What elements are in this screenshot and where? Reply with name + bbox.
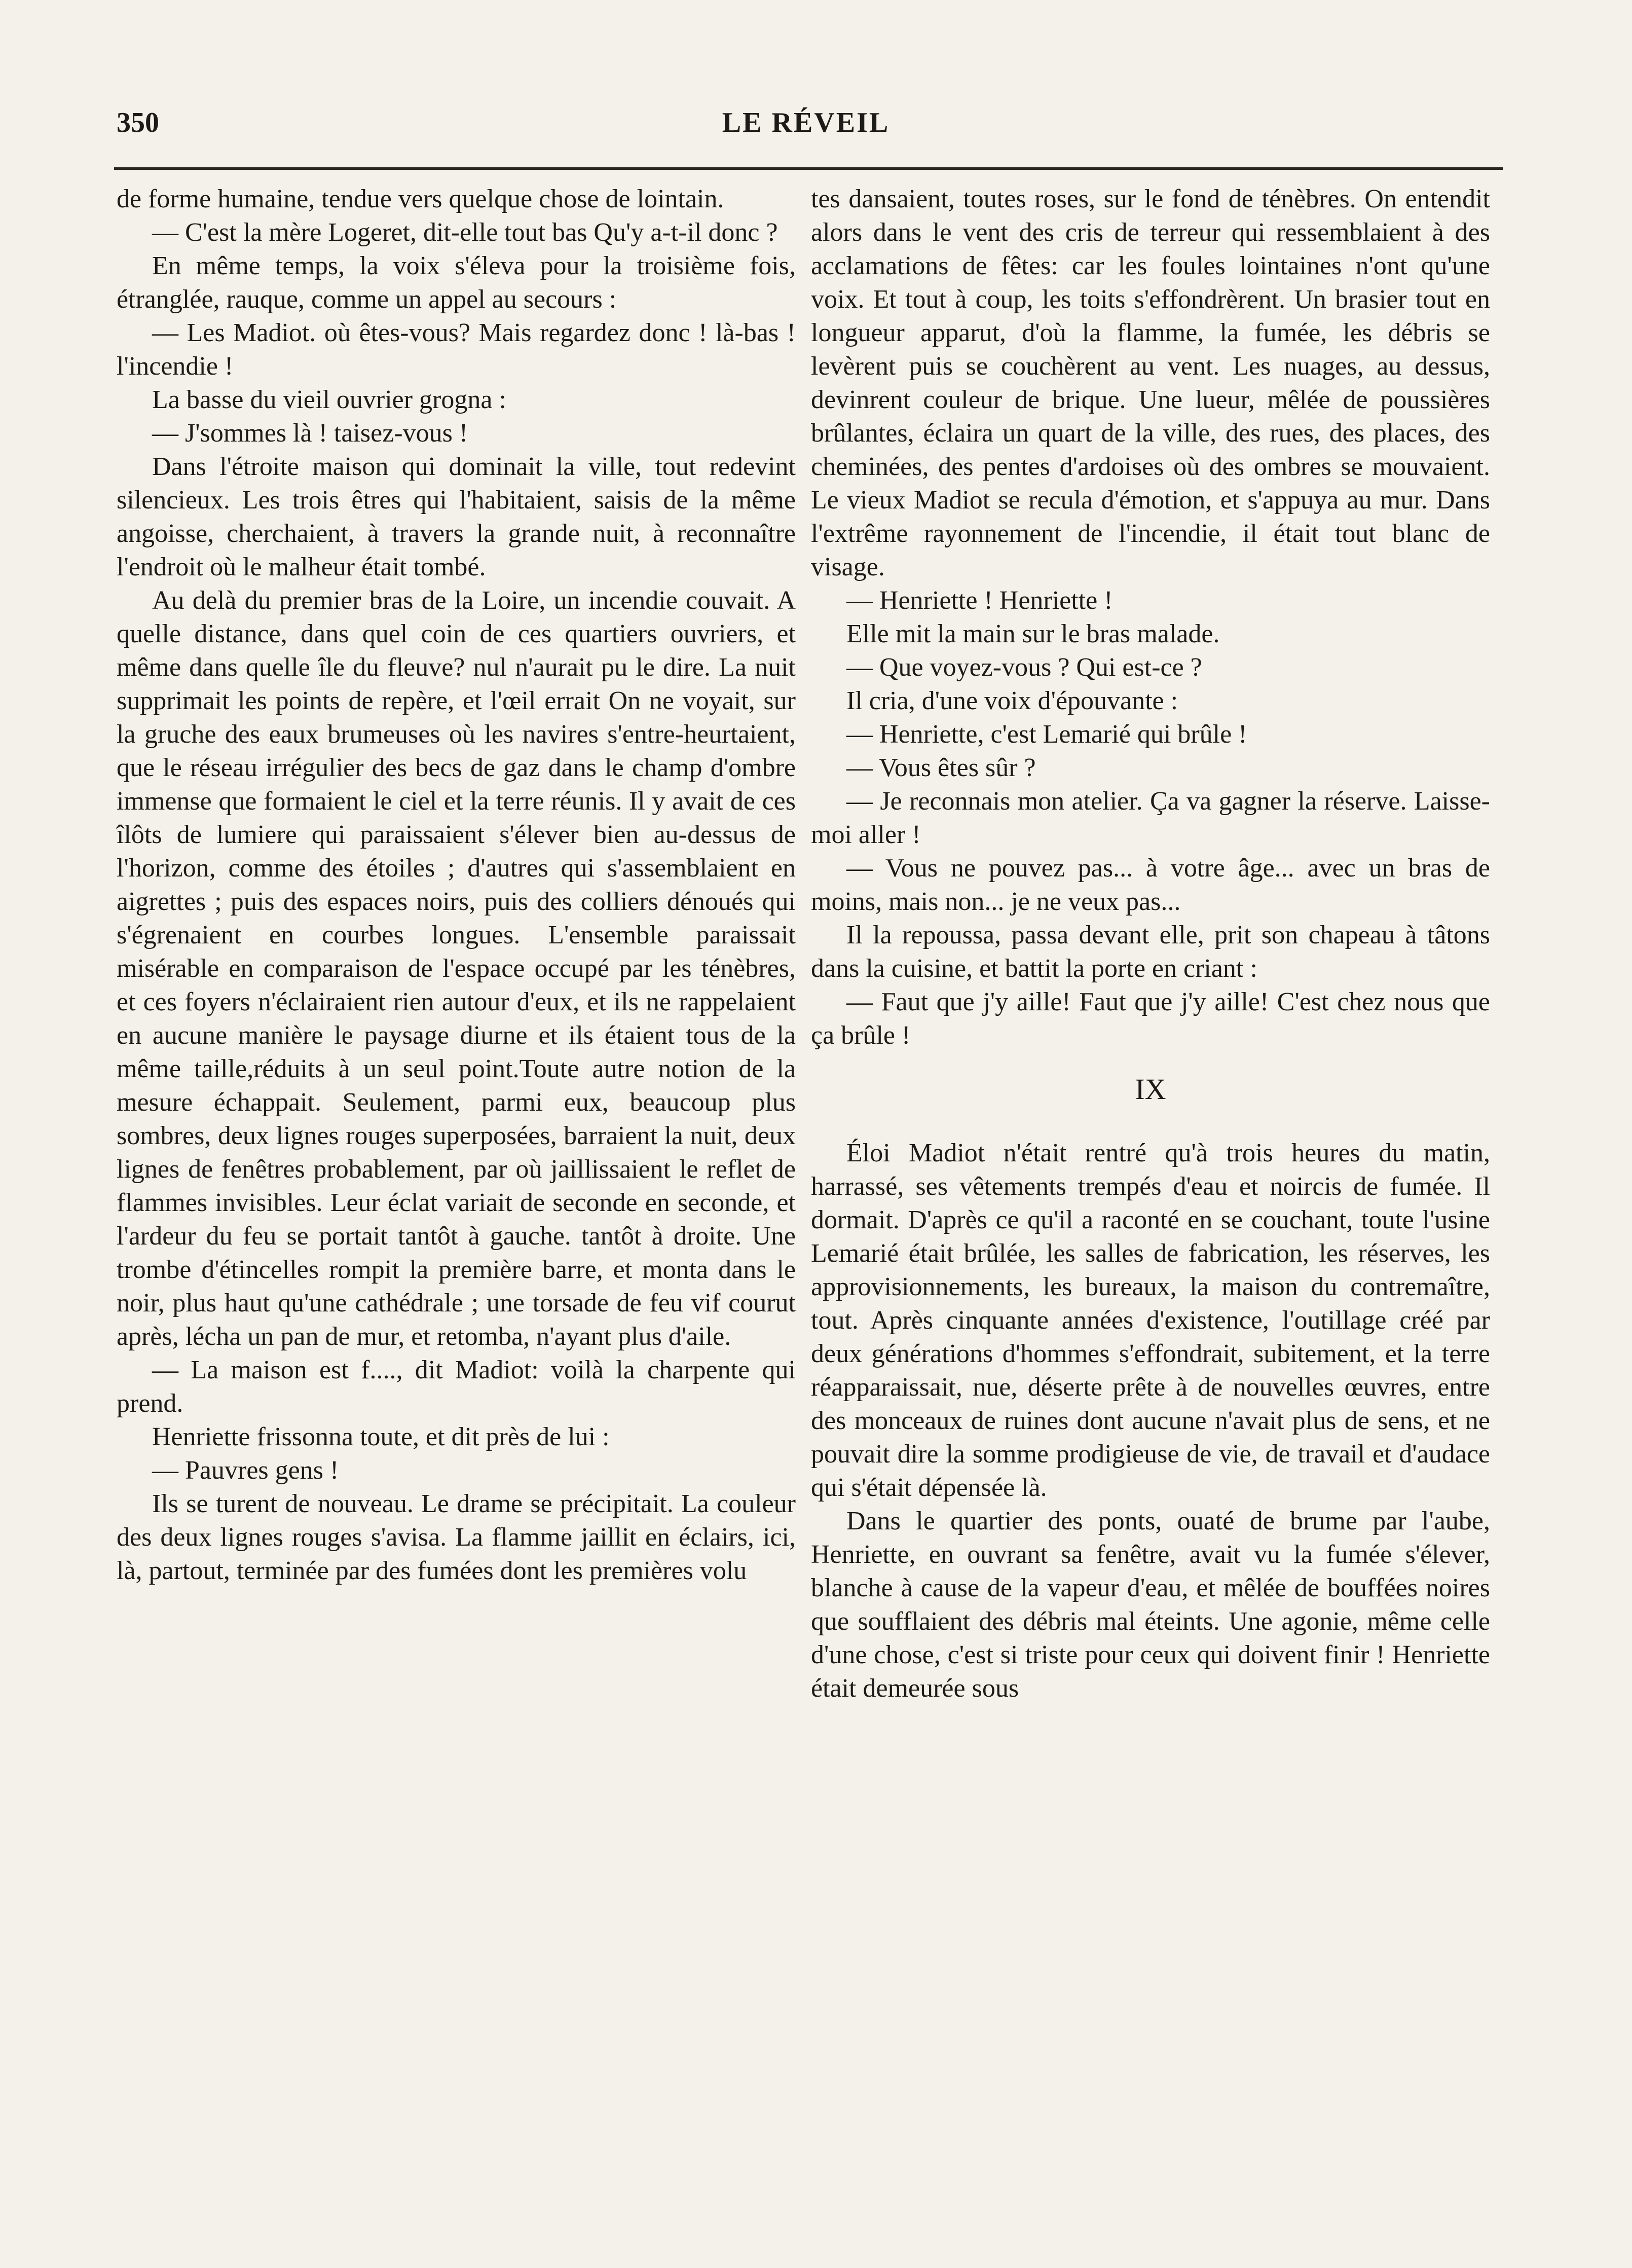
paragraph: Il cria, d'une voix d'épouvante : <box>846 686 1178 715</box>
paragraph: — Les Madiot. où êtes-vous? Mais regardez donc ! là-bas ! l'incendie ! <box>117 318 796 381</box>
paragraph: Ils se turent de nouveau. Le drame se précipitait. La couleur des deux lignes rouges s'avisa. La flamme jaillit en éclairs, ici, là, partout, terminée par des fumées dont les premières volu <box>117 1489 796 1585</box>
page-header <box>117 106 1495 147</box>
right-column <box>811 182 1490 1705</box>
left-column <box>117 182 796 1588</box>
paragraph: — Que voyez-vous ? Qui est-ce ? <box>846 653 1202 682</box>
header-rule <box>114 167 1503 170</box>
paragraph: — Je reconnais mon atelier. Ça va gagner la réserve. Laisse-moi aller ! <box>811 787 1490 849</box>
running-title: LE RÉVEIL <box>722 107 890 138</box>
paragraph: Éloi Madiot n'était rentré qu'à trois heures du matin, harrassé, ses vêtements trempés d'eau et noircis de fumée. Il dormait. D'après ce qu'il a raconté en se couchant, toute l'usine Lemarié était brûlée, les salles de fabrication, les réserves, les approvisionnements, les bureaux, la maison du contremaître, tout. Après cinquante années d'existence, l'outillage créé par deux générations d'hommes s'effondrait, subitement, et la terre réapparaissait, nue, déserte prête à de nouvelles œuvres, entre des monceaux de ruines dont aucune n'avait plus de sens, et ne pouvait dire la somme prodigieuse de vie, de travail et d'audace qui s'était dépensée là. <box>811 1139 1490 1502</box>
page-number: 350 <box>117 107 159 138</box>
paragraph: — La maison est f...., dit Madiot: voilà la charpente qui prend. <box>117 1356 796 1418</box>
paragraph: de forme humaine, tendue vers quelque chose de lointain. <box>117 185 724 213</box>
paragraph: Dans l'étroite maison qui dominait la ville, tout redevint silencieux. Les trois êtres qui l'habitaient, saisis de la même angoisse, cherchaient, à travers la grande nuit, à reconnaître l'endroit où le malheur était tombé. <box>117 452 796 581</box>
paragraph: Il la repoussa, passa devant elle, prit son chapeau à tâtons dans la cuisine, et battit la porte en criant : <box>811 921 1490 983</box>
paragraph: tes dansaient, toutes roses, sur le fond de ténèbres. On entendit alors dans le vent des cris de terreur qui ressemblaient à des acclamations de fêtes: car les foules lointaines n'ont qu'une voix. Et tout à coup, les toits s'effondrèrent. Un brasier tout en longueur apparut, d'où la flamme, la fumée, les débris se levèrent puis se couchèrent au vent. Les nuages, au dessus, devinrent couleur de brique. Une lueur, mêlée de poussières brûlantes, éclaira un quart de la ville, des rues, des places, des cheminées, des pentes d'ardoises où des ombres se mouvaient. Le vieux Madiot se recula d'émotion, et s'appuya au mur. Dans l'extrême rayonnement de l'incendie, il était tout blanc de visage. <box>811 185 1490 581</box>
paragraph: — Vous ne pouvez pas... à votre âge... avec un bras de moins, mais non... je ne veux pas... <box>811 854 1490 916</box>
paragraph: — Faut que j'y aille! Faut que j'y aille! C'est chez nous que ça brûle ! <box>811 987 1490 1050</box>
paragraph: Au delà du premier bras de la Loire, un incendie couvait. A quelle distance, dans quel coin de ces quartiers ouvriers, et même dans quelle île du fleuve? nul n'aurait pu le dire. La nuit supprimait les points de repère, et l'œil errait On ne voyait, sur la gruche des eaux brumeuses où les navires s'entre-heurtaient, que le réseau irrégulier des becs de gaz dans le champ d'ombre immense que formaient le ciel et la terre réunis. Il y avait de ces îlôts de lumiere qui paraissaient s'élever bien au-dessus de l'horizon, comme des étoiles ; d'autres qui s'assemblaient en aigrettes ; puis des espaces noirs, puis des colliers dénoués qui s'égrenaient en courbes longues. L'ensemble paraissait misérable en comparaison de l'espace occupé par les ténèbres, et ces foyers n'éclairaient rien autour d'eux, et ils ne rappelaient en aucune manière le paysage diurne et ils étaient tous de la même taille,réduits à un seul point.Toute autre notion de la mesure échappait. Seulement, parmi eux, beaucoup plus sombres, deux lignes rouges superposées, barraient la nuit, deux lignes de fenêtres probablement, par où jaillissaient le reflet de flammes invisibles. Leur éclat variait de seconde en seconde, et l'ardeur du feu se portait tantôt à gauche. tantôt à droite. Une trombe d'étincelles rompit la première barre, et monta dans le noir, plus haut qu'une cathédrale ; une torsade de feu vif courut après, lécha un pan de mur, et retomba, n'ayant plus d'aile. <box>117 586 796 1351</box>
paragraph: La basse du vieil ouvrier grogna : <box>152 385 506 414</box>
paragraph: — Vous êtes sûr ? <box>846 753 1036 782</box>
paragraph: Dans le quartier des ponts, ouaté de brume par l'aube, Henriette, en ouvrant sa fenêtre, avait vu la fumée s'élever, blanche à cause de la vapeur d'eau, et mêlée de bouffées noires que soufflaient des débris mal éteints. Une agonie, même celle d'une chose, c'est si triste pour ceux qui doivent finir ! Henriette était demeurée sous <box>811 1507 1490 1703</box>
paragraph: Henriette frissonna toute, et dit près de lui : <box>152 1422 610 1451</box>
paragraph: En même temps, la voix s'éleva pour la troisième fois, étranglée, rauque, comme un appel au secours : <box>117 251 796 314</box>
chapter-heading: IX <box>1135 1073 1166 1106</box>
paragraph: — C'est la mère Logeret, dit-elle tout bas Qu'y a-t-il donc ? <box>152 218 778 247</box>
paragraph: Elle mit la main sur le bras malade. <box>846 619 1220 648</box>
paragraph: — Pauvres gens ! <box>152 1456 339 1485</box>
paragraph: — J'sommes là ! taisez-vous ! <box>152 419 468 448</box>
paragraph: — Henriette ! Henriette ! <box>846 586 1113 615</box>
paragraph: — Henriette, c'est Lemarié qui brûle ! <box>846 720 1247 749</box>
